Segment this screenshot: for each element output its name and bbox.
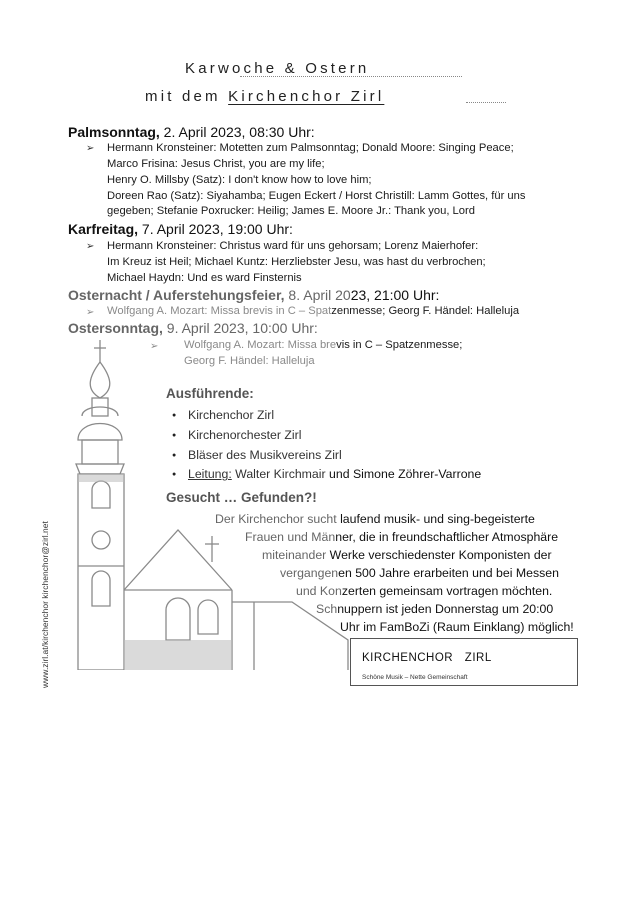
palmsonntag-heading [68, 124, 315, 140]
gesucht-line-rest: ner, die in freundschaftlicher Atmosphäre [335, 530, 559, 544]
gesucht-line [340, 618, 574, 636]
ostersonntag-heading [68, 320, 318, 336]
title-dotted-rule [240, 76, 462, 77]
arrow-bullet-icon: ➢ [86, 307, 95, 318]
gesucht-line-rest: laufend musik- und sing-begeisterte [336, 512, 535, 526]
title-line-1: Karwoche & Ostern [185, 60, 370, 77]
gesucht-line-grey: Sch [316, 602, 338, 616]
karfreitag-heading [68, 221, 293, 237]
gesucht-line-grey: Der Kirchenchor sucht [215, 512, 337, 526]
osternacht-line-faded: Wolfgang A. Mozart: Missa brevis in C – Spat [107, 305, 332, 317]
list-item: ● Kirchenchor Zirl [172, 406, 481, 426]
palmsonntag-line: gegeben; Stefanie Poxrucker: Heilig; James E. Moore Jr.: Thank you, Lord [107, 205, 475, 217]
gesucht-line [280, 564, 559, 582]
arrow-bullet-icon: ➢ [86, 241, 95, 252]
gesucht-line-grey: miteinander [262, 548, 327, 562]
ostersonntag-line-rest: vis in C – Spatzenmesse; [336, 339, 463, 351]
karfreitag-name: Karfreitag, [68, 221, 139, 237]
leitung-rest: und Simone Zöhrer-Varrone [325, 467, 482, 482]
choir-logo-name: KIRCHENCHOR ZIRL [362, 652, 492, 664]
choir-logo-tagline: Schöne Musik – Nette Gemeinschaft [362, 674, 468, 681]
palmsonntag-line: Doreen Rao (Satz): Siyahamba; Eugen Eckert / Horst Christill: Lamm Gottes, für uns [107, 190, 526, 202]
karfreitag-line: Im Kreuz ist Heil; Michael Kuntz: Herzliebster Jesu, was hast du verbrochen; [107, 256, 486, 268]
ostersonntag-name: Ostersonntag, [68, 320, 163, 336]
gesucht-line [262, 546, 552, 564]
choir-logo-box [350, 638, 578, 686]
gesucht-line-rest: en 500 Jahre erarbeiten und bei Messen [338, 566, 559, 580]
gesucht-line [245, 528, 558, 546]
osternacht-datetime-rest: 23, 21:00 Uhr: [350, 287, 440, 303]
osternacht-datetime-faded: 8. April 20 [284, 287, 351, 303]
gesucht-title: Gesucht … Gefunden?! [166, 490, 317, 505]
gesucht-line-rest: Uhr im FamBoZi (Raum Einklang) möglich! [340, 620, 574, 634]
osternacht-name: Osternacht / Auferstehungsfeier, [68, 287, 285, 303]
palmsonntag-name: Palmsonntag, [68, 124, 160, 140]
title-choir-name: Kirchenchor Zirl [228, 88, 385, 105]
gesucht-line-grey: und Kon [296, 584, 342, 598]
list-item-leitung [172, 465, 481, 485]
gesucht-line-rest: nuppern ist jeden Donnerstag um 20:00 [337, 602, 554, 616]
ausfuehrende-title: Ausführende: [166, 386, 254, 401]
osternacht-line-rest: zenmesse; Georg F. Händel: Halleluja [331, 305, 520, 317]
gesucht-line-grey: vergangen [280, 566, 339, 580]
title-dotted-rule-2 [466, 102, 506, 103]
ausfuehrende-list [172, 406, 481, 485]
karfreitag-line: Hermann Kronsteiner: Christus ward für uns gehorsam; Lorenz Maierhofer: [107, 240, 479, 252]
leitung-name: Walter Kirchmair [231, 467, 326, 482]
karfreitag-datetime: 7. April 2023, 19:00 Uhr: [138, 221, 293, 237]
gesucht-line [316, 600, 553, 618]
gesucht-line [215, 510, 535, 528]
palmsonntag-line: Hermann Kronsteiner: Motetten zum Palmsonntag; Donald Moore: Singing Peace; [107, 142, 514, 154]
list-item: ● Kirchenorchester Zirl [172, 426, 481, 446]
ostersonntag-line [184, 337, 462, 353]
leitung-label: Leitung: [188, 467, 232, 482]
karfreitag-line: Michael Haydn: Und es ward Finsternis [107, 272, 302, 284]
ostersonntag-line-faded: Wolfgang A. Mozart: Missa bre [184, 339, 337, 351]
ostersonntag-datetime: 9. April 2023, 10:00 Uhr: [162, 320, 318, 336]
palmsonntag-line: Henry O. Millsby (Satz): I don't know how to love him; [107, 174, 372, 186]
osternacht-heading [68, 287, 439, 303]
gesucht-line [296, 582, 552, 600]
contact-vertical-text: www.zirl.at/kirchenchor kirchenchor@zirl.net [40, 521, 50, 688]
ostersonntag-line: Georg F. Händel: Halleluja [184, 355, 315, 367]
gesucht-line-rest: Werke verschiedenster Komponisten der [326, 548, 552, 562]
gesucht-line-rest: zerten gemeinsam vortragen möchten. [341, 584, 553, 598]
arrow-bullet-icon: ➢ [150, 341, 159, 352]
palmsonntag-datetime: 2. April 2023, 08:30 Uhr: [159, 124, 315, 140]
gesucht-line-grey: Frauen und Män [245, 530, 336, 544]
arrow-bullet-icon: ➢ [86, 143, 95, 154]
title-line-2-prefix: mit dem [145, 88, 229, 105]
title-line-2 [145, 88, 384, 105]
palmsonntag-line: Marco Frisina: Jesus Christ, you are my life; [107, 158, 325, 170]
osternacht-line [107, 303, 519, 319]
list-item: ● Bläser des Musikvereins Zirl [172, 446, 481, 466]
